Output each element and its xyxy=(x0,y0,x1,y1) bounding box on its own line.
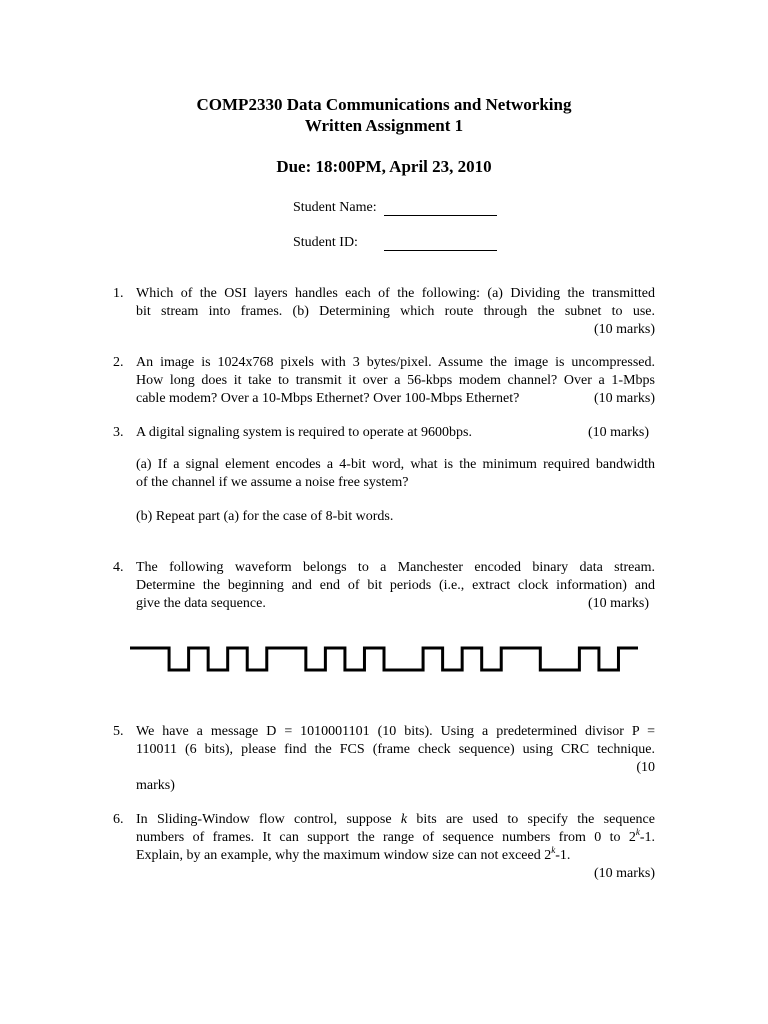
question-text: cable modem? Over a 10-Mbps Ethernet? Over 100-Mbps Ethernet? xyxy=(136,391,520,406)
question-text: In Sliding-Window flow control, suppose xyxy=(136,812,401,827)
question-text: -1. xyxy=(555,848,571,863)
question-number: 3. xyxy=(113,425,124,440)
question-text-line: We have a message D = 1010001101 (10 bits). Using a predetermined divisor P = xyxy=(136,724,655,739)
question-text-line: Determine the beginning and end of bit periods (i.e., extract clock information) and xyxy=(136,578,655,593)
question-text-line: (b) Repeat part (a) for the case of 8-bit words. xyxy=(136,509,394,524)
question-text: bits are used to specify the sequence xyxy=(407,812,655,827)
question-marks: (10 marks) xyxy=(593,322,655,337)
question-text-line: Which of the OSI layers handles each of the following: (a) Dividing the transmitted xyxy=(136,286,655,301)
question-marks: (10 marks) xyxy=(593,866,655,881)
exponent-k: k xyxy=(551,845,556,855)
question-text-line: How long does it take to transmit it over a 56-kbps modem channel? Over a 1-Mbps xyxy=(136,373,655,388)
question-text-line xyxy=(136,829,655,847)
question-marks: (10 xyxy=(636,760,655,775)
exponent-k: k xyxy=(635,827,640,837)
question-marks: (10 marks) xyxy=(587,596,649,611)
question-number: 6. xyxy=(113,812,124,827)
question-text: Explain, by an example, why the maximum window size can not exceed 2 xyxy=(136,848,552,863)
question-number: 2. xyxy=(113,355,124,370)
waveform-line xyxy=(130,648,638,670)
question-marks: (10 marks) xyxy=(587,425,649,440)
question-text: give the data sequence. xyxy=(136,596,266,611)
question-text-line: 110011 (6 bits), please find the FCS (frame check sequence) using CRC technique. xyxy=(136,742,655,757)
question-number: 4. xyxy=(113,560,124,575)
student-name-label: Student Name: xyxy=(293,200,377,215)
question-text: numbers of frames. It can support the range of sequence numbers from 0 to 2 xyxy=(136,830,636,845)
question-text-line: bit stream into frames. (b) Determining which route through the subnet to use. xyxy=(136,304,655,319)
question-text: A digital signaling system is required to operate at 9600bps. xyxy=(136,425,472,440)
variable-k: k xyxy=(400,812,408,827)
due-date: Due: 18:00PM, April 23, 2010 xyxy=(276,157,492,176)
assignment-title: Written Assignment 1 xyxy=(304,116,464,135)
question-marks-continued: marks) xyxy=(136,778,175,793)
question-text-line xyxy=(136,811,655,829)
question-text: -1. xyxy=(639,830,655,845)
question-text-line: An image is 1024x768 pixels with 3 bytes/pixel. Assume the image is uncompressed. xyxy=(136,355,655,370)
question-text-line: (a) If a signal element encodes a 4-bit word, what is the minimum required bandwidth xyxy=(136,457,655,472)
question-text-line: of the channel if we assume a noise free system? xyxy=(136,475,409,490)
question-number: 1. xyxy=(113,286,124,301)
student-id-label: Student ID: xyxy=(293,235,358,250)
question-text-line xyxy=(136,847,655,865)
course-title: COMP2330 Data Communications and Networking xyxy=(196,95,572,114)
question-marks: (10 marks) xyxy=(593,391,655,406)
question-number: 5. xyxy=(113,724,124,739)
question-text-line: The following waveform belongs to a Manchester encoded binary data stream. xyxy=(136,560,655,575)
